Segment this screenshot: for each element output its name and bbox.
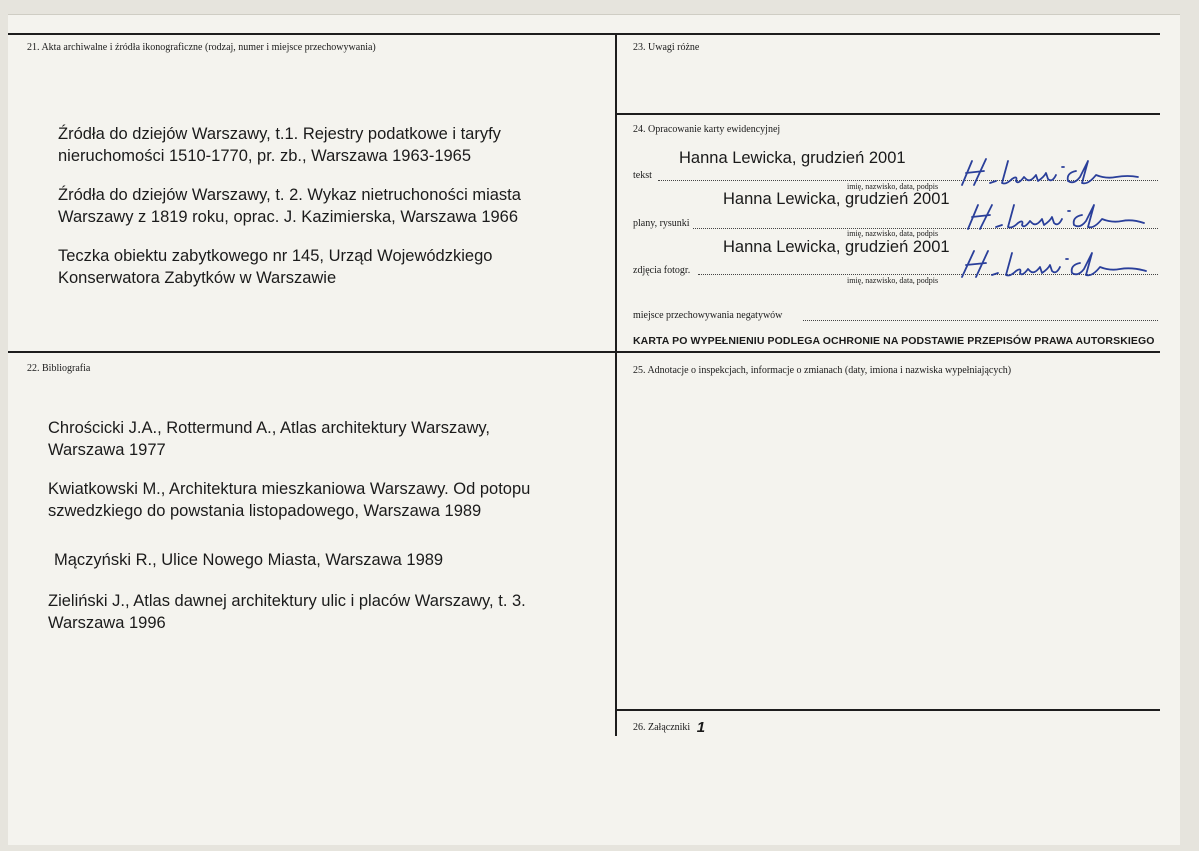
bibliography-entry-1-line-1: Chrościcki J.A., Rottermund A., Atlas architektury Warszawy,: [48, 419, 490, 437]
bibliography-entry-3-line-1: Mączyński R., Ulice Nowego Miasta, Warszawa 1989: [54, 551, 444, 569]
attachments-count: 1: [696, 719, 706, 736]
photos-caption: imię, nazwisko, data, podpis: [847, 276, 939, 285]
archive-entry-3-line-2: Konserwatora Zabytków w Warszawie: [58, 269, 337, 287]
author-text-value: Hanna Lewicka, grudzień 2001: [679, 149, 906, 167]
top-border-line: [8, 33, 1160, 35]
vertical-divider: [615, 33, 617, 736]
signature-2: [960, 201, 1155, 235]
plans-field-label: plany, rysunki: [633, 218, 690, 229]
section-25-bottom-line: [617, 709, 1160, 711]
section-23-label: 23. Uwagi różne: [633, 42, 700, 53]
record-card: [8, 14, 1180, 845]
section-21-entries: [58, 123, 598, 289]
bibliography-entry-2-line-1: Kwiatkowski M., Architektura mieszkaniowa Warszawy. Od potopu: [48, 480, 531, 498]
signature-3: [954, 247, 1154, 283]
bibliography-entry-1-line-2: Warszawa 1977: [48, 441, 166, 459]
author-photos-value: Hanna Lewicka, grudzień 2001: [723, 238, 950, 256]
copyright-notice: KARTA PO WYPEŁNIENIU PODLEGA OCHRONIE NA PODSTAWIE PRZEPISÓW PRAWA AUTORSKIEGO: [633, 335, 1155, 347]
photos-field-label: zdjęcia fotogr.: [633, 265, 691, 276]
bibliography-entry-2-line-2: szwedzkiego do powstania listopadowego, Warszawa 1989: [48, 502, 482, 520]
archive-entry-1-line-2: nieruchomości 1510-1770, pr. zb., Warszawa 1963-1965: [58, 147, 472, 165]
author-plans-value: Hanna Lewicka, grudzień 2001: [723, 190, 950, 208]
middle-horizontal-line: [8, 351, 1160, 353]
archive-entry-2-line-1: Źródła do dziejów Warszawy, t. 2. Wykaz nietruchoności miasta: [58, 186, 521, 204]
archive-entry-1-line-1: Źródła do dziejów Warszawy, t.1. Rejestry podatkowe i taryfy: [58, 125, 501, 143]
text-caption: imię, nazwisko, data, podpis: [847, 182, 939, 191]
signature-1: [956, 155, 1156, 191]
section-22-label: 22. Bibliografia: [27, 363, 91, 374]
bibliography-entry-4-line-1: Zieliński J., Atlas dawnej architektury ulic i placów Warszawy, t. 3.: [48, 592, 526, 610]
section-23-bottom-line: [617, 113, 1160, 115]
attachments-label: 26. Załączniki: [633, 722, 691, 733]
archive-entry-2-line-2: Warszawy z 1819 roku, oprac. J. Kazimierska, Warszawa 1966: [58, 208, 519, 226]
negatives-label: miejsce przechowywania negatywów: [633, 310, 783, 321]
text-field-label: tekst: [633, 170, 652, 181]
plans-caption: imię, nazwisko, data, podpis: [847, 229, 939, 238]
section-21-label: 21. Akta archiwalne i źródła ikonograficzne (rodzaj, numer i miejsce przechowywania): [27, 42, 376, 53]
archive-entry-3-line-1: Teczka obiektu zabytkowego nr 145, Urząd Wojewódzkiego: [58, 247, 493, 265]
section-22-entries: [48, 417, 608, 634]
bibliography-entry-4-line-2: Warszawa 1996: [48, 614, 166, 632]
section-25-label: 25. Adnotacje o inspekcjach, informacje o zmianach (daty, imiona i nazwiska wypełniających): [633, 365, 1012, 376]
section-26-label: [633, 720, 705, 734]
negatives-dotted-line: [803, 320, 1158, 321]
section-24-label: 24. Opracowanie karty ewidencyjnej: [633, 124, 781, 135]
